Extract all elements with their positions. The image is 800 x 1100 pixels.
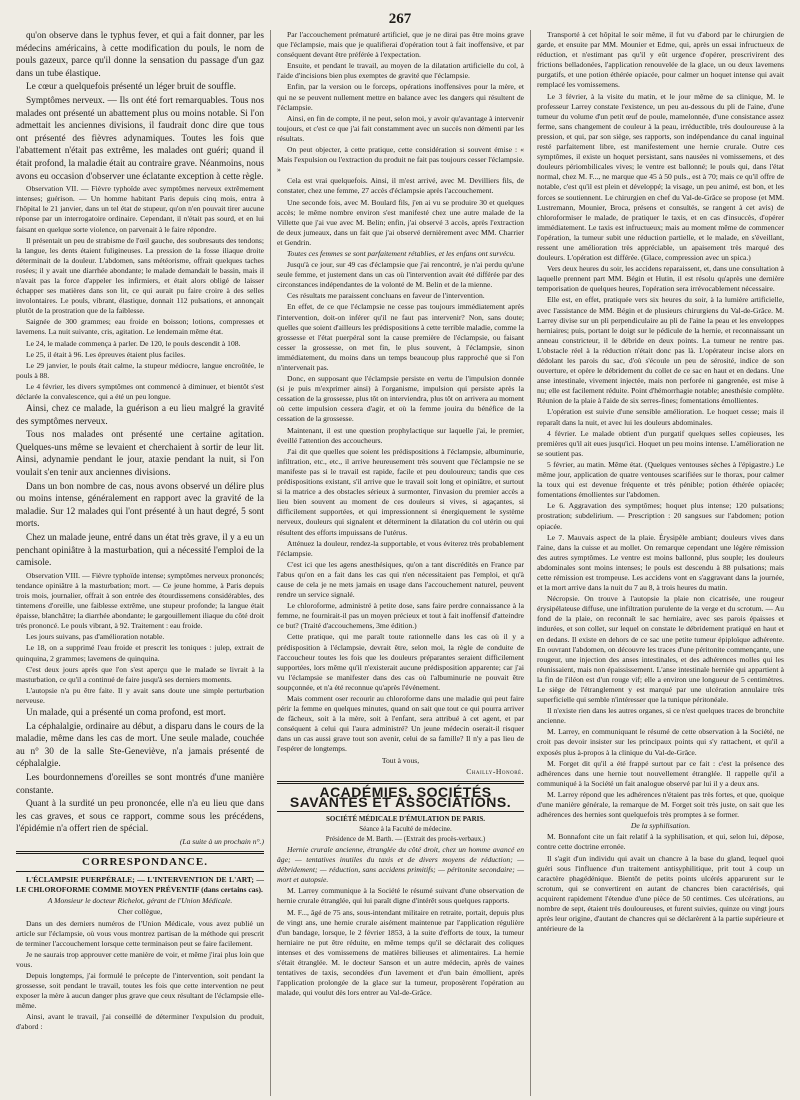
paragraph: Maintenant, il est une question prophylactique sur laquelle j'ai, le premier, éveillé l'attention des accoucheurs. [277, 425, 524, 445]
paragraph: Les bourdonnemens d'oreilles se sont montrés d'une manière constante. [16, 773, 264, 796]
paragraph: Tous nos malades ont présenté une certaine agitation. Quelques-uns même se levaient et cherchaient à sortir de leur lit. Ainsi, adynamie pendant le jour, ataxie pendant la nuit, si l'on voulait s'en tenir aux anciennes divisions. [16, 430, 264, 479]
paragraph: Elle est, en effet, pratiquée vers six heures du soir, à la lumière artificielle, avec l'assistance de MM. Bégin et de plusieurs chirurgiens du Val-de-Grâce. M. Larrey divise sur un pli perpendiculaire au pli de l'aine la peau et les enveloppes herniaires; puis, portant le doigt sur le pédicule de la hernie, et reconnaissant un anneau constricteur, il le débride en deux points. La tumeur ne rentre pas. L'obstacle réel à la réduction n'était donc pas là. L'opérateur incise alors en dédolant les parois du sac, d'où s'écoule un peu de sérosité, indice de son ouverture, et opère le débridement du collet de ce sac en haut et en dedans. Une anse intestinale, vivement injectée, mais non perforée ni gangrenée, est mise à nu; elle est facilement réduite. Point d'hémorrhagie notable; anesthésie complète. Réunion de la plaie à l'aide de six serres-fines; fomentations émollientes. [537, 295, 784, 406]
paragraph: La céphalalgie, ordinaire au début, a disparu dans le cours de la maladie, même dans les cas de mort. Une seule malade, couchée au n° 30 de la salle Ste-Geneviève, n'a jamais présenté de céphalalgie. [16, 721, 264, 770]
paragraph: M. Larrey répond que les adhérences n'étaient pas très fortes, et que, quoique d'une manière générale, la remarque de M. Forget soit très juste, on sait que les adhérences des hernies sont quelquefois très promptes à se former. [537, 789, 784, 820]
divider [277, 811, 524, 812]
paragraph: Un malade, qui a présenté un coma profond, est mort. [26, 708, 226, 719]
paragraph: Il n'existe rien dans les autres organes, si ce n'est quelques traces de bronchite ancienne. [537, 706, 784, 726]
paragraph: Ces résultats me paraissent concluans en faveur de l'intervention. [287, 291, 485, 301]
paragraph: On peut objecter, à cette pratique, cette considération si souvent émise : « Mais l'expulsion ou l'extraction du produit ne fait pas toujours cesser l'éclampsie. » [277, 145, 524, 175]
subheading-syphilisation: De la syphilisation. [630, 821, 691, 831]
paragraph: M. Forget dit qu'il a été frappé surtout par ce fait : c'est la présence des adhérences dans une hernie tout nouvellement étranglée. Il rappelle qu'il a communiqué à la Société un fait analogue observé par lui il y a deux ans. [537, 758, 784, 788]
paragraph: Enfin, par la version ou le forceps, opérations inoffensives pour la mère, et qui ne se peuvent nullement mettre en balance avec les dangers qui résultent de l'éclampsie. [277, 82, 524, 112]
column-3 [530, 30, 790, 1096]
column-2 [270, 30, 530, 1096]
paragraph: Ainsi, en fin de compte, il ne peut, selon moi, y avoir qu'avantage à intervenir toujours, et c'est ce que j'ai fait constamment avec un succès non démenti par les résultats. [277, 113, 524, 143]
paragraph: Atténuez la douleur, rendez-la supportable, et vous éviterez très probablement l'éclampsie. [277, 538, 524, 558]
paragraph: Cela est vrai quelquefois. Ainsi, il m'est arrivé, avec M. Devilliers fils, de constater, chez une femme, 27 accès d'éclampsie après l'accouchement. [277, 176, 524, 196]
paragraph: Ensuite, et pendant le travail, au moyen de la dilatation artificielle du col, à l'aide d'incisions bien plus exemptes de gravité que l'éclampsie. [277, 61, 524, 81]
observation-7: Observation VII. — Fièvre typhoïde avec symptômes nerveux extrêmement intenses; guérison. — Un homme habitant Paris depuis cinq mois, entra à l'hôpital le 21 janvier, dans un tel état de stupeur, qu'on n'en pouvait tirer aucune réponse par un interrogatoire ordinaire. Cependant, il n'était pas sourd, et en lui faisant en quelque sorte violence, on parvenait à le faire répondre. [16, 184, 264, 234]
paragraph: Le 6. Aggravation des symptômes; hoquet plus intense; 120 pulsations; prostration; subdelirium. — Prescription : 20 sangsues sur l'abdomen; potion opiacée. [537, 501, 784, 531]
paragraph: Symptômes nerveux. — Ils ont été fort remarquables. Tous nos malades ont présenté un abattement plus ou moins notable. Si l'on admettait les anciennes divisions, il faudrait donc dire que tous ont présenté des fièvres adynamiques. Toutes les fois que l'abattement n'était pas extrême, les malades ont guéri; quand il était profond, la maladie était au contraire grave. Néanmoins, nous avons eu occasion d'observer une éclatante exception à cette règle. [16, 95, 264, 182]
paragraph: M. Larrey, en communiquant le résumé de cette observation à la Société, ne croit pas devoir insister sur les principaux points qui s'y rattachent, et qu'il a exposés plus à-propos à la clinique du Val-de-Grâce. [537, 727, 784, 757]
paragraph: C'est ici que les agens anesthésiques, qu'on a tant discrédités en France par l'abus qu'on en a fait dans les cas qui n'en nécessitaient pas l'emploi, et qu'à cause de cela je ne mets jamais en usage dans l'accouchement naturel, peuvent rendre un service signalé. [277, 559, 524, 600]
paragraph: Le 29 janvier, le pouls était calme, la stupeur médiocre, langue encroûtée, le pouls à 88. [16, 360, 264, 380]
paragraph: Le chloroforme, administré à petite dose, sans faire perdre connaissance à la femme, ne fournirait-il pas un moyen précieux et tout à fait inoffensif d'atteindre ce but? (Traité d'accouchemens, 3me édition.) [277, 601, 524, 631]
section-title-correspondance: CORRESPONDANCE. [82, 856, 208, 869]
paragraph: Le 24, le malade commença à parler. De 120, le pouls descendit à 108. [26, 338, 241, 348]
paragraph: Le 3 février, à la visite du matin, et le jour même de sa clinique, M. le professeur Larrey constate l'existence, un peu au-dessous du pli de l'aine, d'une tumeur du volume d'un petit œuf de poule, mamelonnée, d'une consistance assez ferme, sans changement de couleur à la peau, irréductible, très douloureuse à la pression, et qui, par son siège, ses rapports, son indépendance du canal inguinal resté parfaitement libre, est manifestement une hernie crurale. Outre ces symptômes, il existe un hoquet persistant, sans nausées ni vomissemens, et des douleurs périombilicales vives; le ventre est ballonné; le pouls qui, dans l'état normal, chez M. F..., ne marque que 45 à 50 puls., est à 70; mais ce qu'il offre de notable, c'est qu'il est plein et développé; la visage, un peu animé, est bon, et les forces se soutiennent. Le chirurgien en chef du Val-de-Grâce se propose (et MM. Lustremann, Mounier, Broca, présens et consultés, se rangent à cet avis) de chloroformiser le malade, de pratiquer le taxis, et en cas d'insuccès, d'opérer immédiatement. Le taxis est infructueux; mais au moment même de commencer l'opération, la tumeur subit une réduction partielle, et le malade, en s'éveillant, ressent une amélioration très appréciable, un apaisement très marqué des douleurs. L'opération est différée. (Glace, compression avec un spica.) [537, 91, 784, 263]
session-note: Séance à la Faculté de médecine. [359, 824, 452, 833]
paragraph: Quant à la surdité un peu prononcée, elle n'a eu lieu que dans les cas graves, et sous ce rapport, comme sous les précédens, l'épidémie n'a offert rien de spécial. [16, 799, 264, 835]
paragraph: Dans un des derniers numéros de l'Union Médicale, vous avez publié un article sur l'éclampsie, où vous vous montrez partisan de la méthode qui prescrit de terminer l'accouchement lorsque cette terminaison peut se faire facilement. [16, 918, 264, 948]
page-number: 267 [388, 11, 412, 27]
paragraph: Le cœur a quelquefois présenté un léger bruit de souffle. [26, 82, 236, 93]
paragraph: Par l'accouchement prématuré artificiel, que je ne dirai pas être moins grave que l'éclampsie, mais que je qualifierai d'opération tout à fait inoffensive, et par conséquent devant être préférée à l'expectation. [277, 30, 524, 60]
paragraph: Le 4 février, les divers symptômes ont commencé à diminuer, et bientôt s'est déclarée la convalescence, qui a été un peu longue. [16, 381, 264, 401]
paragraph: Cette pratique, qui me paraît toute rationnelle dans les cas où il y a prédisposition à l'éclampsie, devrait être, selon moi, la règle de conduite de l'accoucheur toutes les fois que les douleurs préparantes seraient difficilement supportées, lors même qu'il n'existerait aucune prédisposition apparente; car j'ai vu l'éclampsie se manifester dans des cas où l'albuminurie ne pouvait être soupçonnée, et n'a été reconnue qu'après l'événement. [277, 632, 524, 692]
paragraph: Tout à vous, [381, 755, 420, 765]
paragraph: 4 février. Le malade obtient d'un purgatif quelques selles copieuses, les premières qu'il ait eues jusqu'ici. Hoquet un peu moins intense. L'amélioration ne se soutient pas. [537, 428, 784, 458]
observation-8: Observation VIII. — Fièvre typhoïde intense; symptômes nerveux prononcés; tendance opiniâtre à la masturbation; mort. — Ce jeune homme, à Paris depuis trois mois, journalier, offrait à son entrée des étourdissemens considérables, des tintemens d'oreille, une faiblesse extrême, une stupeur profonde; la langue était épaisse, blanchâtre; la diarrhée abondante; le gargouillement iliaque du côté droit très prononcé. Le pouls vibrant, à 92. Traitement : eau froide. [16, 570, 264, 631]
signature: Chailly-Honoré. [466, 766, 524, 776]
paragraph: 5 février, au matin. Même état. (Quelques ventouses sèches à l'épigastre.) Le même jour, application de quatre ventouses scarifiées sur le thorax, pour calmer la toux qui est devenue fréquente et très pénible; potion éthérée opiacée; fomentations émollientes sur l'abdomen. [537, 459, 784, 500]
paragraph: Nécropsie. On trouve à l'autopsie la plaie non cicatrisée, une rougeur érysipélateuse diffuse, une infiltration purulente de la verge et du scrotum. — Au fond de la plaie, on reconnaît le sac herniaire, avec ses parois épaisses et indurées, et son collet, sur lequel on constate le débridement pratiqué en haut et en dedans. Il existe en dehors de ce sac une petite tumeur épiploïque adhérente. En ouvrant l'abdomen, on découvre les traces d'une péritonite commençante, une rougeur, une injection des anses intestinales, et des adhérences molles qui les réunissaient, mais non épaississement. L'anse intestinale herniée qui appartient à la fin de l'iléon est d'un rouge vif; elle a environ une longueur de 5 centimètres. Le siège de l'étranglement y est marqué par une ulcération annulaire très superficielle qui semble n'intéresser que la tunique péritonéale. [537, 594, 784, 705]
paragraph: Chez un malade jeune, entré dans un état très grave, il y a eu un penchant opiniâtre à la masturbation, qui a nécessité l'emploi de la camisole. [16, 533, 264, 569]
paragraph: Ainsi, avant le travail, j'ai conseillé de déterminer l'expulsion du produit, d'abord : [16, 1012, 264, 1032]
paragraph: Le 18, on a supprimé l'eau froide et prescrit les toniques : julep, extrait de quinquina, 2 grammes; lavemens de quinquina. [16, 643, 264, 663]
paragraph: Mais comment oser recourir au chloroforme dans une maladie qui peut faire périr la femme en quelques minutes, quand on sait que tout ce qui pourra arriver de fâcheux, soit à la mère, soit à l'enfant, sera attribué à cet agent, et par conséquent à celui qui l'aura administré? Un jeune médecin oserait-il risquer dans un cas aussi grave tout son avenir, celui de sa famille? Il n'y a pas lieu de l'espérer de longtemps. [277, 694, 524, 754]
paragraph: Il présentait un peu de strabisme de l'œil gauche, des soubresauts des tendons; la langue, les dents étaient fuligineuses. La pression de la fosse iliaque droite déterminait de la douleur. L'abdomen, sans météorisme, offrait quelques taches rosées; il y avait une diarrhée abondante; le malade demandait le bassin, mais il n'avait pas la force d'appeler les infirmiers, et était alors obligé de laisser échapper ses matières dans son lit, ce qui aurait pu faire croire à des selles involontaires. Le pouls, vibrant, élastique, donnait 112 pulsations, et annonçait plutôt de la prostration que de la faiblesse. [16, 235, 264, 316]
paragraph: M. Bonnafont cite un fait relatif à la syphilisation, et qui, selon lui, dépose, contre cette doctrine erronée. [537, 832, 784, 852]
article-headline: L'ÉCLAMPSIE PUERPÉRALE; — L'INTERVENTION DE L'ART; — LE CHLOROFORME COMME MOYEN PRÉVENTIF (dans certains cas). [16, 875, 264, 895]
paragraph: Il s'agit d'un individu qui avait un chancre à la base du gland, lequel quoi guéri sous l'influence d'un traitement antisyphilitique, prit tout à coup un caractère phagédénique. Bientôt de petits points ulcérés apparurent sur le scrotum, qui se convertirent en autant de chancres bien caractérisés, qui acquirent rapidement l'étendue d'une pièce de 50 centimes. Ces ulcérations, au nombre de sept, étaient très douloureuses, et furent suivies, quinze ou vingt jours après leur origine, d'autant de chancres qui se déclarèrent à la partie supérieure et antérieure de la [537, 853, 784, 934]
paragraph: C'est deux jours après que l'on s'est aperçu que le malade se livrait à la masturbation, ce qu'il a continué de faire jusqu'à ses derniers moments. [16, 664, 264, 684]
continuation-note: (La suite à un prochain n°.) [179, 836, 264, 846]
paragraph: M. F..., âgé de 75 ans, sous-intendant militaire en retraite, portait, depuis plus de vingt ans, une hernie crurale aisément maintenue par l'application régulière d'un bandage, lorsque, le 2 février 1853, à la suite d'efforts de toux, la tumeur herniaire ne put être réduite, en même temps qu'il se déclarait des coliques intenses et des vomissemens de matières bilieuses et alimentaires. La hernie s'était étranglée. M. le docteur Sanson et un autre médecin, après de vaines tentatives de taxis, secondées d'un lavement et d'un bain émollient, après l'application prolongée de la glace sur la tumeur, proposèrent l'opération au malade, qui voulut dès lors entrer au Val-de-Grâce. [277, 907, 524, 998]
case-summary: Hernie crurale ancienne, étranglée du côté droit, chez un homme avancé en âge; — tentatives inutiles du taxis et de divers moyens de réduction; — débridement; — réduction, sans accidens primitifs; — péritonite secondaire; — mort et autopsie. [277, 844, 524, 885]
paragraph: En effet, de ce que l'éclampsie ne cesse pas toujours immédiatement après l'intervention, doit-on inférer qu'il ne faut pas intervenir? Non, sans doute; quelles que soient d'ailleurs les prédispositions à cette terrible maladie, comme la grossesse et l'état puerpéral sont la cause première de l'éclampsie, ou faisant cesser la grossesse, on met fin, le plus souvent, à l'éclampsie, sinon immédiatement, du moins dans un temps beaucoup plus rapproché que si l'on n'intervenait pas. [277, 302, 524, 372]
paragraph: Vers deux heures du soir, les accidens reparaissent, et, dans une consultation à laquelle prennent part MM. Bégin et Hutin, il est résolu qu'après une dernière temporisation de quelques heures, l'opération sera irrévocablement nécessaire. [537, 264, 784, 294]
paragraph: M. Larrey communique à la Société le résumé suivant d'une observation de hernie crurale étranglée, qui lui paraît digne d'intérêt sous quelques rapports. [277, 886, 524, 906]
paragraph: Le 7. Mauvais aspect de la plaie. Érysipèle ambiant; douleurs vives dans l'aine, dans la cuisse et au mollet. On remarque cependant une légère rémission des autres symptômes. Le ventre est moins ballonné, plus souple; les douleurs abdominales sont moins intenses; le pouls est descendu à 88 pulsations; mais cette rémission est trompeuse. Les accidens vont en s'aggravant dans la journée, et la mort arrive dans la nuit du 7 au 8, à trois heures du matin. [537, 532, 784, 593]
section-title-academies: ACADÉMIES, SOCIÉTÉS SAVANTES ET ASSOCIATIONS. [289, 783, 512, 810]
paragraph: Les jours suivans, pas d'amélioration notable. [26, 632, 165, 642]
paragraph: Saignée de 300 grammes; eau froide en boisson; lotions, compresses et lavemens. La nuit suivante, cris, agitation. Le lendemain même état. [16, 317, 264, 337]
divider [16, 871, 264, 872]
columns [10, 30, 790, 1096]
letter-address: A Monsieur le docteur Richelot, gérant de l'Union Médicale. [47, 896, 233, 906]
letter-greeting: Cher collègue, [117, 907, 163, 917]
divider [16, 851, 264, 854]
paragraph: Le 25, il était à 96. Les épreuves étaient plus faciles. [26, 349, 186, 359]
column-1 [10, 30, 270, 1096]
presidency-note: Présidence de M. Barth. — (Extrait des procès-verbaux.) [325, 834, 486, 843]
paragraph: Ainsi, chez ce malade, la guérison a eu lieu malgré la gravité des symptômes nerveux. [16, 404, 264, 427]
paragraph: Depuis longtemps, j'ai formulé le précepte de l'intervention, soit pendant la grossesse, soit pendant le travail, toutes les fois que cette intervention ne peut exposer la mère à aucun danger plus grave que ceux résultant de l'éclampsie elle-même. [16, 971, 264, 1011]
society-title: SOCIÉTÉ MÉDICALE D'ÉMULATION DE PARIS. [325, 814, 485, 823]
paragraph: Toutes ces femmes se sont parfaitement rétablies, et les enfans ont survécu. [287, 248, 516, 258]
paragraph: Je ne saurais trop approuver cette manière de voir, et même j'irai plus loin que vous. [16, 949, 264, 969]
paragraph: qu'on observe dans le typhus fever, et qui a fait donner, par les médecins américains, à cette modification du pouls, le nom de pouls gazeux, parce qu'il donne la sensation du passage d'un gaz dans un tube élastique. [16, 31, 264, 79]
paragraph: Une seconde fois, avec M. Boulard fils, j'en ai vu se produire 30 et quelques accès; le même nombre environ s'est manifesté chez une autre malade de la Villette que j'ai vue avec M. Belin; enfin, j'ai observé 3 accès, après l'extraction de deux jumeaux, dans un fait que j'ai observé dernièrement avec MM. Charrier et Gendrin. [277, 197, 524, 247]
paragraph: Donc, en supposant que l'éclampsie persiste en vertu de l'impulsion donnée (si je puis m'exprimer ainsi) à l'organisme, impulsion qui persiste après la cessation de la grossesse, plus tôt on interviendra, plus tôt on arrivera au moment où cette impulsion cessera d'agir, et où la femme jouira du bénéfice de la cessation de la grossesse. [277, 374, 524, 424]
paragraph: L'autopsie n'a pu être faite. Il y avait sans doute une simple perturbation nerveuse. [16, 685, 264, 705]
paragraph: Transporté à cet hôpital le soir même, il fut vu d'abord par le chirurgien de garde, et ensuite par MM. Mounier et Edme, qui, après un essai infructueux de réduction, et n'estimant pas qu'il y eût urgence d'opérer, prescrivirent des frictions belladonées, l'application renouvelée de la glace, un ou deux lavemens purgatifs, et une potion éthérée opiacée, pour calmer un hoquet intense qui avait remplacé les vomissemens. [537, 30, 784, 90]
paragraph: L'opération est suivie d'une sensible amélioration. Le hoquet cesse; mais il reparaît dans la nuit, et avec lui les douleurs abdominales. [537, 407, 784, 427]
paragraph: J'ai dit que quelles que soient les prédispositions à l'éclampsie, albuminurie, infiltration, etc., etc., il arrive heureusement très souvent que l'éclampsie ne se manifeste pas si le travail est rapide, facile et peu douloureux; tandis que ces prédispositions existant, s'il arrive que le travail soit long et opiniâtre, et surtout si la matrice a des obstacles sérieux à surmonter, l'invasion du premier accès a lieu bien souvent au moment de ces douleurs si vives, si agaçantes, si difficilement supportées, et qui impressionnent si énergiquement le système nerveux, douleurs qui signalent et déterminent la dilatation du col utérin ou qui résultent des efforts impuissans de l'utérus. [277, 446, 524, 537]
paragraph: Dans un bon nombre de cas, nous avons observé un délire plus ou moins intense, généralement en rapport avec la gravité de la maladie. Sur 12 malades qui l'ont présenté à un haut degré, 5 sont morts. [16, 481, 264, 530]
paragraph: Jusqu'à ce jour, sur 49 cas d'éclampsie que j'ai rencontré, je n'ai perdu qu'une seule femme, et justement dans un cas où l'intervention avait été différée par des circonstances indépendantes de la volonté de M. Belin et de la mienne. [277, 260, 524, 290]
